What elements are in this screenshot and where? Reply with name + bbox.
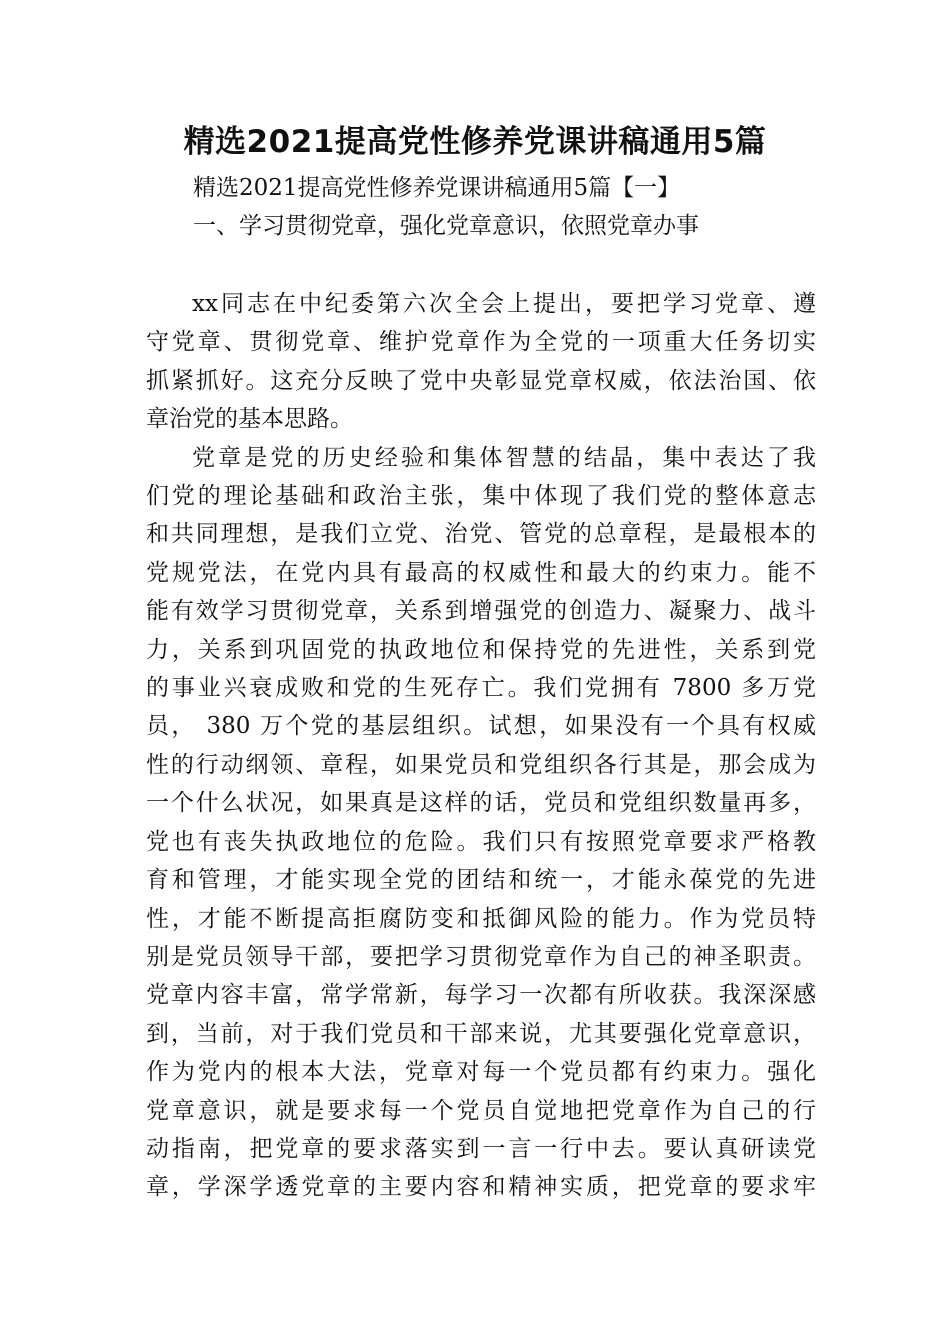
document-subtitle: 精选2021提高党性修养党课讲稿通用5篇【一】 bbox=[193, 175, 681, 201]
paragraph-line: 党规党法，在党内具有最高的权威性和最大的约束力。能不 bbox=[146, 559, 816, 586]
paragraph-line: 章治党的基本思路。 bbox=[146, 406, 353, 433]
paragraph-line: 一个什么状况，如果真是这样的话，党员和党组织数量再多， bbox=[146, 790, 816, 817]
paragraph-line: 和共同理想，是我们立党、治党、管党的总章程，是最根本的 bbox=[146, 521, 816, 548]
paragraph-line: 动指南，把党章的要求落实到一言一行中去。要认真研读党 bbox=[146, 1135, 816, 1162]
paragraph-line: 能有效学习贯彻党章，关系到增强党的创造力、凝聚力、战斗 bbox=[146, 598, 816, 625]
paragraph-line: 党章内容丰富，常学常新，每学习一次都有所收获。我深深感 bbox=[146, 982, 816, 1009]
paragraph-line: 党章意识，就是要求每一个党员自觉地把党章作为自己的行 bbox=[146, 1097, 816, 1124]
paragraph-line: 守党章、贯彻党章、维护党章作为全党的一项重大任务切实 bbox=[146, 329, 816, 356]
section-heading: 一、学习贯彻党章，强化党章意识，依照党章办事 bbox=[193, 213, 699, 239]
paragraph-line: 抓紧抓好。这充分反映了党中央彰显党章权威，依法治国、依 bbox=[146, 367, 816, 394]
paragraph-line: 党章是党的历史经验和集体智慧的结晶，集中表达了我 bbox=[192, 444, 816, 471]
document-body bbox=[146, 285, 816, 1207]
paragraph-line: 别是党员领导干部，要把学习贯彻党章作为自己的神圣职责。 bbox=[146, 943, 816, 970]
paragraph-line: 党也有丧失执政地位的危险。我们只有按照党章要求严格教 bbox=[146, 828, 816, 855]
paragraph-line: 到，当前，对于我们党员和干部来说，尤其要强化党章意识， bbox=[146, 1020, 816, 1047]
paragraph-line: 性，才能不断提高拒腐防变和抵御风险的能力。作为党员特 bbox=[146, 905, 816, 932]
paragraph-line: 力，关系到巩固党的执政地位和保持党的先进性，关系到党 bbox=[146, 636, 816, 663]
paragraph-line: xx同志在中纪委第六次全会上提出，要把学习党章、遵 bbox=[192, 291, 816, 317]
paragraph-line: 们党的理论基础和政治主张，集中体现了我们党的整体意志 bbox=[146, 483, 816, 510]
paragraph-line: 育和管理，才能实现全党的团结和统一，才能永葆党的先进 bbox=[146, 867, 816, 894]
paragraph-line: 员， 380 万个党的基层组织。试想，如果没有一个具有权威 bbox=[146, 713, 816, 740]
paragraph-line: 性的行动纲领、章程，如果党员和党组织各行其是，那会成为 bbox=[146, 751, 816, 778]
paragraph-line: 的事业兴衰成败和党的生死存亡。我们党拥有 7800 多万党 bbox=[146, 675, 816, 702]
paragraph-line: 作为党内的根本大法，党章对每一个党员都有约束力。强化 bbox=[146, 1059, 816, 1086]
document-title: 精选2021提高党性修养党课讲稿通用5篇 bbox=[183, 124, 767, 160]
paragraph-line: 章，学深学透党章的主要内容和精神实质，把党章的要求牢 bbox=[146, 1174, 816, 1201]
